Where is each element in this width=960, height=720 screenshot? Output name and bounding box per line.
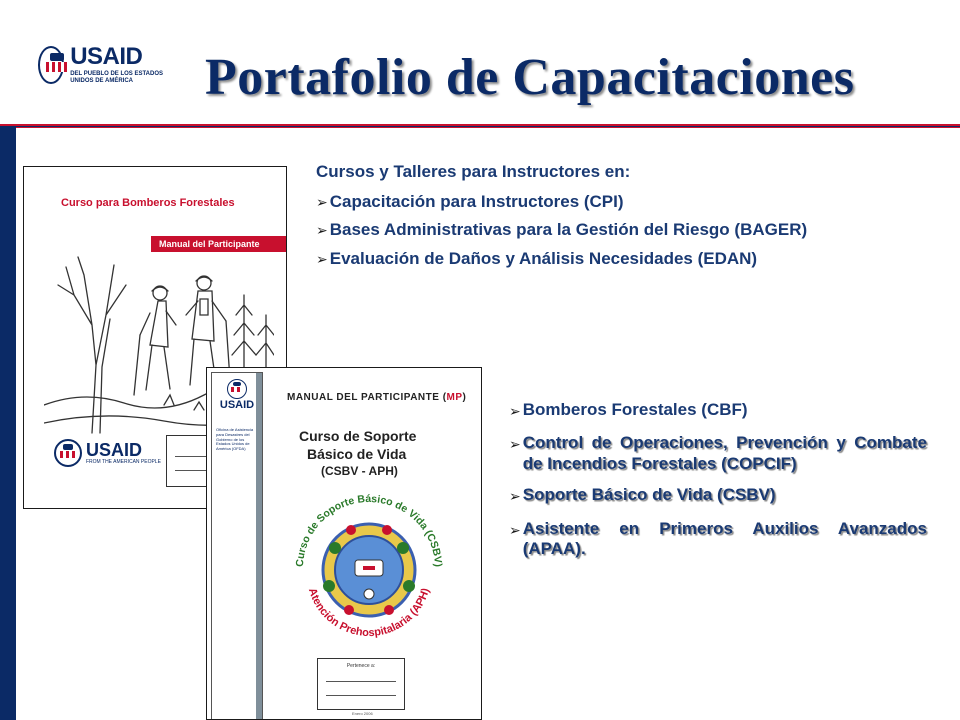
cover2-title-line2: Básico de Vida [307, 446, 407, 462]
list-item: ➢ Control de Operaciones, Prevención y Combate de Incendios Forestales (COPCIF) [509, 433, 927, 473]
cover2-title-line3: (CSBV - APH) [321, 464, 398, 478]
instructor-courses-block [316, 162, 919, 276]
cover2-side-panel [211, 372, 263, 720]
arrow-bullet-icon: ➢ [316, 194, 328, 210]
list-item: ➢ Bomberos Forestales (CBF) [509, 400, 927, 422]
header-navy-rule [0, 126, 960, 127]
instructor-courses-heading: Cursos y Talleres para Instructores en: [316, 162, 631, 181]
usaid-logo-tagline: DEL PUEBLO DE LOS ESTADOS UNIDOS DE AMÉRICA [70, 71, 164, 84]
slide-title: Portafolio de Capacitaciones [205, 49, 855, 106]
arrow-bullet-icon: ➢ [509, 488, 521, 505]
cover2-side-logo-word: USAID [219, 399, 255, 411]
arrow-bullet-icon: ➢ [316, 250, 328, 267]
cover1-logo-tagline: FROM THE AMERICAN PEOPLE [86, 459, 161, 465]
cover2-title-line1: Curso de Soporte [299, 428, 417, 444]
arrow-bullet-icon: ➢ [316, 222, 328, 239]
cover2-date: Enero 2006 [352, 711, 373, 716]
arrow-bullet-icon: ➢ [509, 521, 521, 538]
cover2-header: MANUAL DEL PARTICIPANTE (MP) [287, 392, 467, 403]
cover2-side-text: Oficina de Asistencia para Desastres del Gobierno de los Estados Unidos de América (OFDA) [216, 427, 254, 452]
usaid-logo [38, 40, 173, 90]
list-item: ➢ Bases Administrativas para la Gestión del Riesgo (BAGER) [316, 219, 919, 241]
usaid-seal-icon [38, 46, 64, 84]
cover1-seal-icon [54, 439, 82, 467]
list-item: ➢ Soporte Básico de Vida (CSBV) [509, 485, 927, 507]
arrow-bullet-icon: ➢ [509, 403, 521, 419]
emblem-bottom-text: Atención Prehospitalaria (APH) [305, 586, 432, 640]
list-item: ➢ Capacitación para Instructores (CPI) [316, 191, 919, 213]
cover1-logo-word: USAID [86, 440, 143, 460]
left-accent-bar [0, 127, 16, 720]
cover2-owner-box [317, 658, 405, 710]
list-item: ➢ Evaluación de Daños y Análisis Necesidades (EDAN) [316, 248, 919, 270]
cover-soporte-basico-vida [206, 367, 482, 720]
csbv-aph-emblem [289, 486, 449, 651]
emblem-top-text: Curso de Soporte Básico de Vida (CSBV) [293, 492, 445, 568]
cover1-title: Curso para Bomberos Forestales [61, 197, 235, 209]
cover1-usaid-logo [54, 439, 161, 467]
cover2-seal-icon [227, 379, 247, 399]
cover1-banner: Manual del Participante [151, 236, 287, 252]
usaid-logo-word: USAID [70, 43, 143, 71]
courses-block [509, 400, 927, 570]
list-item: ➢ Asistente en Primeros Auxilios Avanzados (APAA). [509, 518, 927, 558]
arrow-bullet-icon: ➢ [509, 436, 521, 453]
cover2-owner-label: Pertenece a: [346, 663, 376, 669]
